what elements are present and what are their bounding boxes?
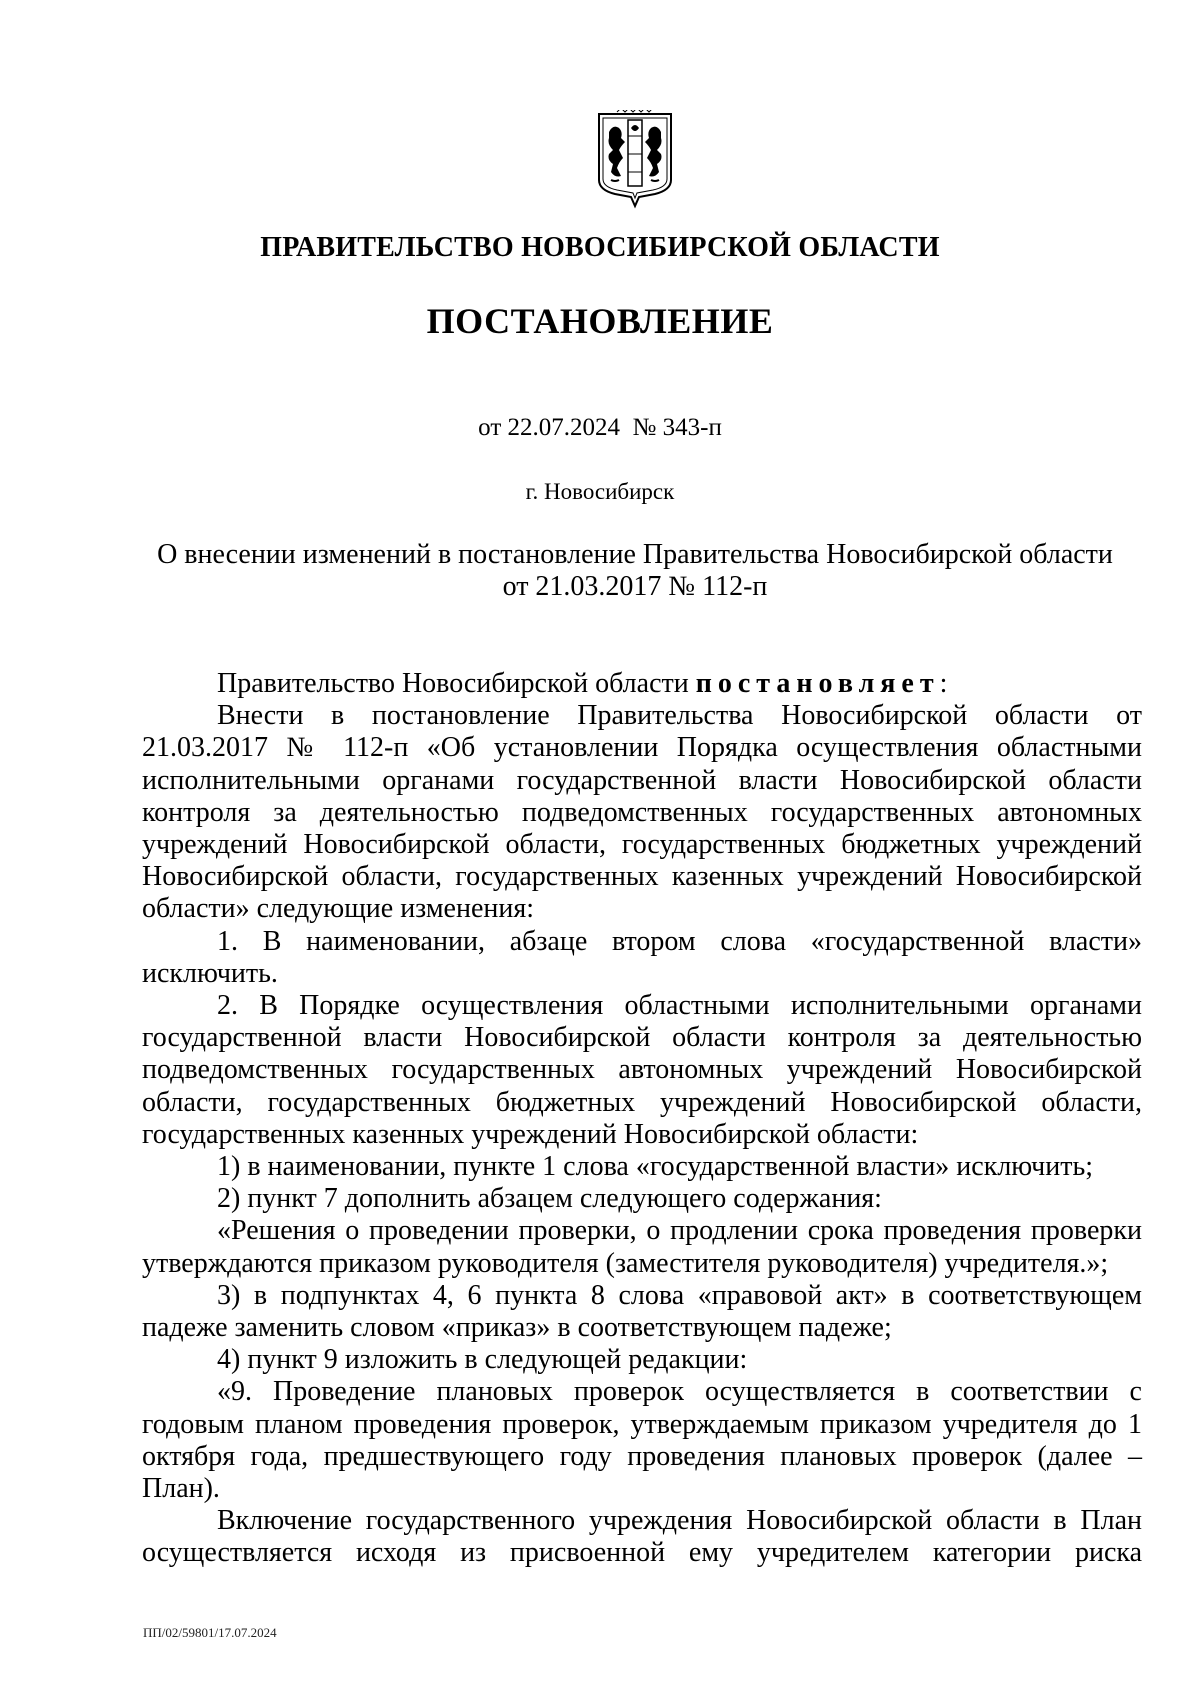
document-city: г. Новосибирск [525, 479, 675, 504]
document-type: ПОСТАНОВЛЕНИЕ [426, 301, 774, 341]
paragraph-plan-inclusion: Включение государственного учреждения Новосибирской области в План осуществляется исходя из присвоенной ему учредителем категории риска [142, 1505, 1142, 1569]
coat-of-arms-icon [595, 110, 675, 210]
preamble-colon: : [939, 668, 948, 699]
subject-line-1: О внесении изменений в постановление Правительства Новосибирской области [157, 539, 1113, 570]
preamble-lead: Правительство Новосибирской области [217, 668, 696, 699]
paragraph-subitem-3: 3) в подпунктах 4, 6 пункта 8 слова «правовой акт» в соответствующем падеже заменить словом «приказ» в соответствующем падеже; [142, 1279, 1142, 1344]
paragraph-item-1: 1. В наименовании, абзаце втором слова «государственной власти» исключить. [142, 925, 1142, 989]
document-body [142, 668, 1142, 1570]
document-subject [140, 539, 1130, 603]
government-name: ПРАВИТЕЛЬСТВО НОВОСИБИРСКОЙ ОБЛАСТИ [260, 232, 940, 263]
footer-document-code: ПП/02/59801/17.07.2024 [143, 1625, 277, 1640]
resolves-word: постановляет [695, 668, 940, 699]
document-date-number: от 22.07.2024 № 343-п [478, 414, 722, 441]
paragraph-amend-intro: Внести в постановление Правительства Новосибирской области от 21.03.2017 № 112-п «Об установлении Порядка осуществления областными исполнительными органами государственной власти Новосибирской области контроля за деятельностью подведомственных государственных автономных учреждений Новосибирской области, государственных бюджетных учреждений Новосибирской области, государственных казенных учреждений Новосибирской области» следующие изменения: [142, 700, 1142, 925]
paragraph-subitem-1: 1) в наименовании, пункте 1 слова «государственной власти» исключить; [217, 1151, 1093, 1183]
preamble-paragraph [142, 668, 1142, 700]
paragraph-item-2: 2. В Порядке осуществления областными исполнительными органами государственной власти Новосибирской области контроля за деятельностью подведомственных государственных автономных учреждений Новосибирской области, государственных бюджетных учреждений Новосибирской области, государственных казенных учреждений Новосибирской области: [142, 990, 1142, 1150]
subject-line-2: от 21.03.2017 № 112-п [502, 571, 768, 602]
paragraph-quote-decisions: «Решения о проведении проверки, о продлении срока проведения проверки утверждаются приказом руководителя (заместителя руководителя) учредителя.»; [142, 1215, 1142, 1279]
paragraph-subitem-2: 2) пункт 7 дополнить абзацем следующего содержания: [217, 1183, 882, 1215]
paragraph-quote-item-9: «9. Проведение плановых проверок осуществляется в соответствии с годовым планом проведения проверок, утверждаемым приказом учредителя до 1 октября года, предшествующего году проведения плановых проверок (далее – План). [142, 1376, 1142, 1505]
paragraph-subitem-4: 4) пункт 9 изложить в следующей редакции: [217, 1344, 748, 1376]
